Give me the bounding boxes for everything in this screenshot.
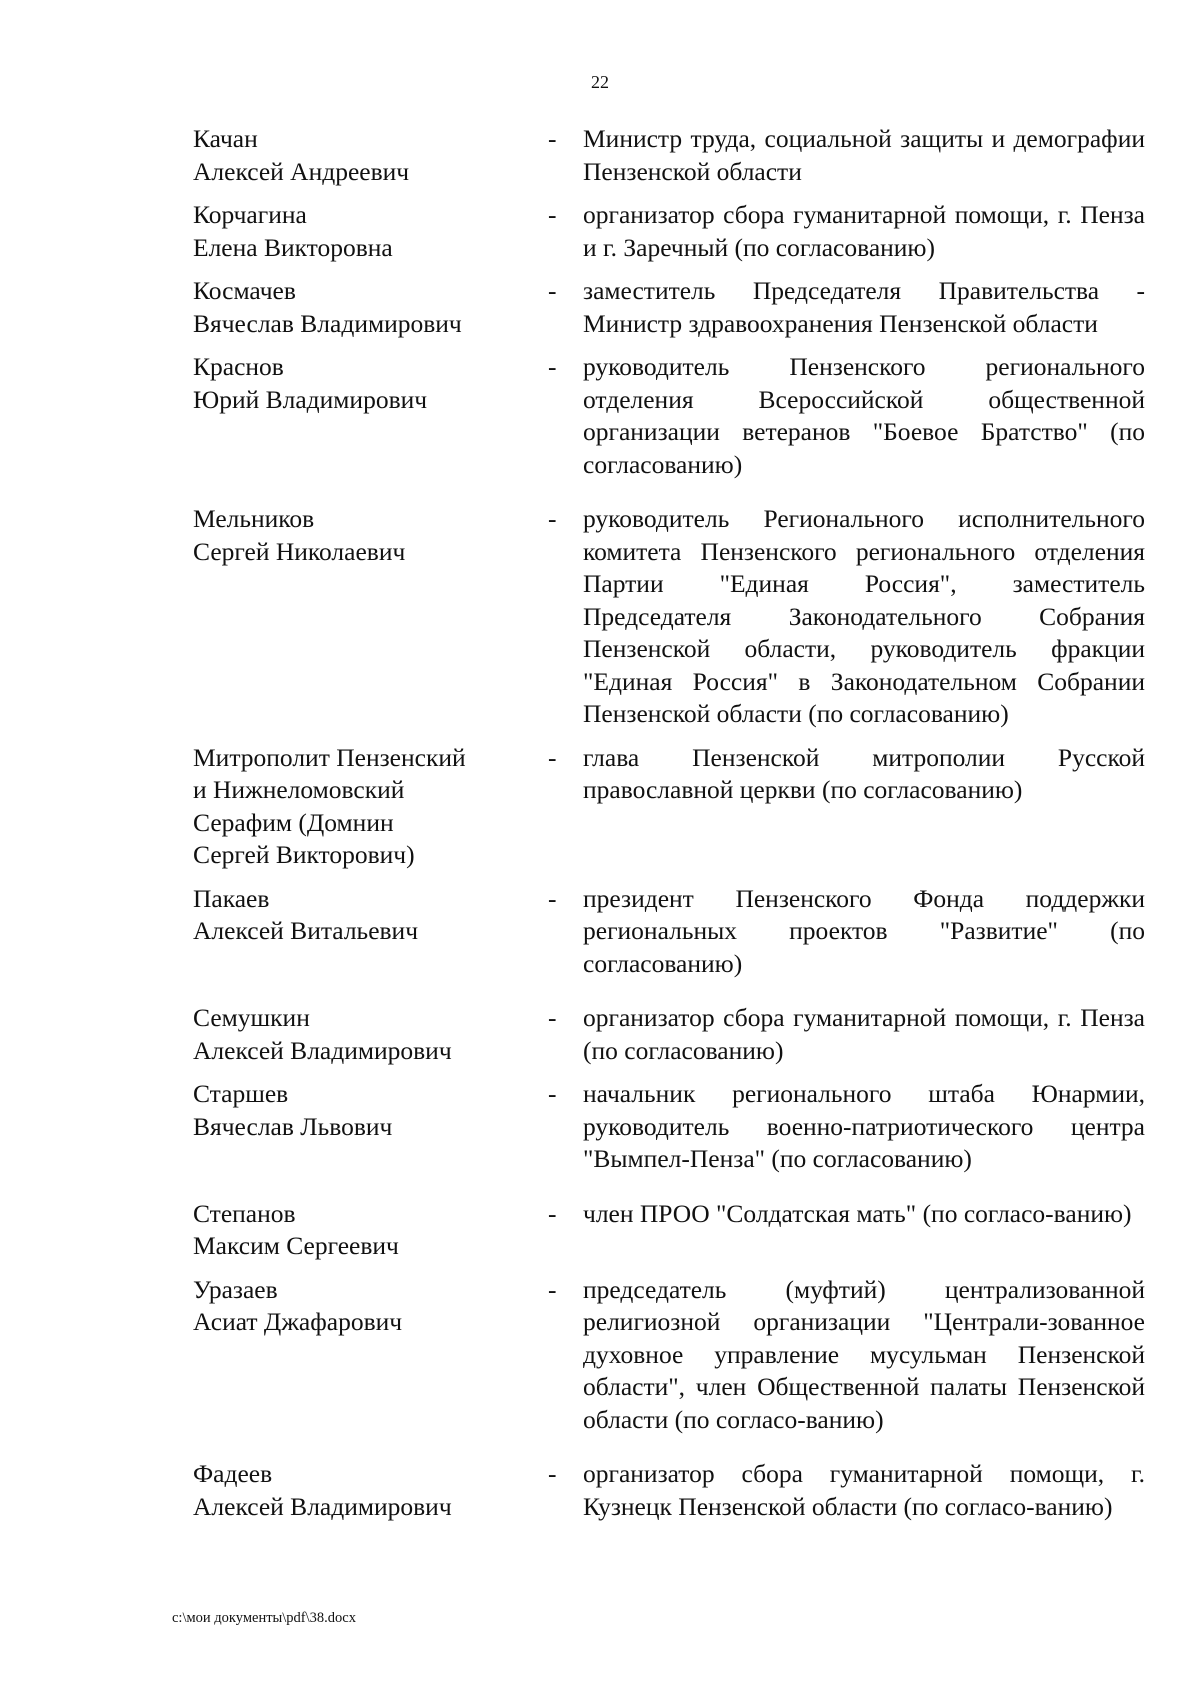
list-item <box>0 1078 1200 1176</box>
member-name: Мельников Сергей Николаевич <box>193 504 406 566</box>
separator-dash: - <box>548 1003 557 1032</box>
list-item <box>0 1002 1200 1067</box>
member-name: Пакаев Алексей Витальевич <box>193 883 419 945</box>
member-role: президент Пензенского Фонда поддержки региональных проектов "Развитие" (по согласованию) <box>583 883 1145 978</box>
member-role: организатор сбора гуманитарной помощи, г. Пенза (по согласованию) <box>583 1003 1145 1065</box>
member-role: глава Пензенской митрополии Русской православной церкви (по согласованию) <box>583 742 1145 804</box>
list-item <box>0 742 1200 872</box>
separator-dash: - <box>548 124 557 153</box>
member-role: руководитель Пензенского регионального отделения Всероссийской общественной организации ветеранов "Боевое Братство" (по согласованию) <box>583 352 1145 479</box>
member-role: начальник регионального штаба Юнармии, руководитель военно-патриотического центра "Вымпел-Пенза" (по согласованию) <box>583 1079 1145 1173</box>
list-item <box>0 503 1200 731</box>
member-name: Краснов Юрий Владимирович <box>193 352 428 414</box>
member-role: заместитель Председателя Правительства - Министр здравоохранения Пензенской области <box>583 276 1145 338</box>
separator-dash: - <box>548 1198 557 1228</box>
list-item <box>0 351 1200 481</box>
list-item <box>0 123 1200 188</box>
list-item <box>0 1458 1200 1523</box>
member-name: Семушкин Алексей Владимирович <box>193 1003 452 1065</box>
member-role: председатель (муфтий) централизованной религиозной организации "Централи-зованное духовное управление мусульман Пензенской области", член Общественной палаты Пензенской области (по согласо-ванию) <box>583 1274 1145 1434</box>
separator-dash: - <box>548 200 557 229</box>
document-path-footer: c:\мои документы\pdf\38.docx <box>172 1610 356 1626</box>
list-item <box>0 1198 1200 1263</box>
member-name: Качан Алексей Андреевич <box>193 124 410 186</box>
separator-dash: - <box>548 1079 557 1108</box>
member-name: Уразаев Асиат Джафарович <box>193 1274 403 1336</box>
separator-dash: - <box>548 352 557 381</box>
member-role: Министр труда, социальной защиты и демографии Пензенской области <box>583 124 1145 186</box>
member-list <box>0 123 1200 1523</box>
member-role: руководитель Регионального исполнительного комитета Пензенского регионального отделения Партии "Единая Россия", заместитель Председателя Законодательного Собрания Пензенской области, руководитель фракции "Единая Россия" в Законодательном Собрании Пензенской области (по согласованию) <box>583 504 1145 728</box>
separator-dash: - <box>548 504 557 533</box>
member-name: Корчагина Елена Викторовна <box>193 200 393 262</box>
list-item <box>0 199 1200 264</box>
separator-dash: - <box>548 1274 557 1304</box>
list-item <box>0 1274 1200 1437</box>
separator-dash: - <box>548 742 557 772</box>
member-name: Старшев Вячеслав Львович <box>193 1079 393 1141</box>
separator-dash: - <box>548 1459 557 1488</box>
list-item <box>0 275 1200 340</box>
member-role: организатор сбора гуманитарной помощи, г. Кузнецк Пензенской области (по согласо-ванию) <box>583 1459 1145 1521</box>
member-name: Митрополит Пензенский и Нижнеломовский Серафим (Домнин Сергей Викторович) <box>193 742 466 869</box>
page-number: 22 <box>591 72 609 92</box>
member-name: Фадеев Алексей Владимирович <box>193 1459 452 1521</box>
member-name: Степанов Максим Сергеевич <box>193 1198 399 1260</box>
list-item <box>0 883 1200 981</box>
member-role: организатор сбора гуманитарной помощи, г. Пенза и г. Заречный (по согласованию) <box>583 200 1145 262</box>
member-role: член ПРОО "Солдатская мать" (по согласо-ванию) <box>583 1198 1132 1228</box>
member-name: Космачев Вячеслав Владимирович <box>193 276 462 338</box>
separator-dash: - <box>548 276 557 305</box>
separator-dash: - <box>548 883 557 913</box>
